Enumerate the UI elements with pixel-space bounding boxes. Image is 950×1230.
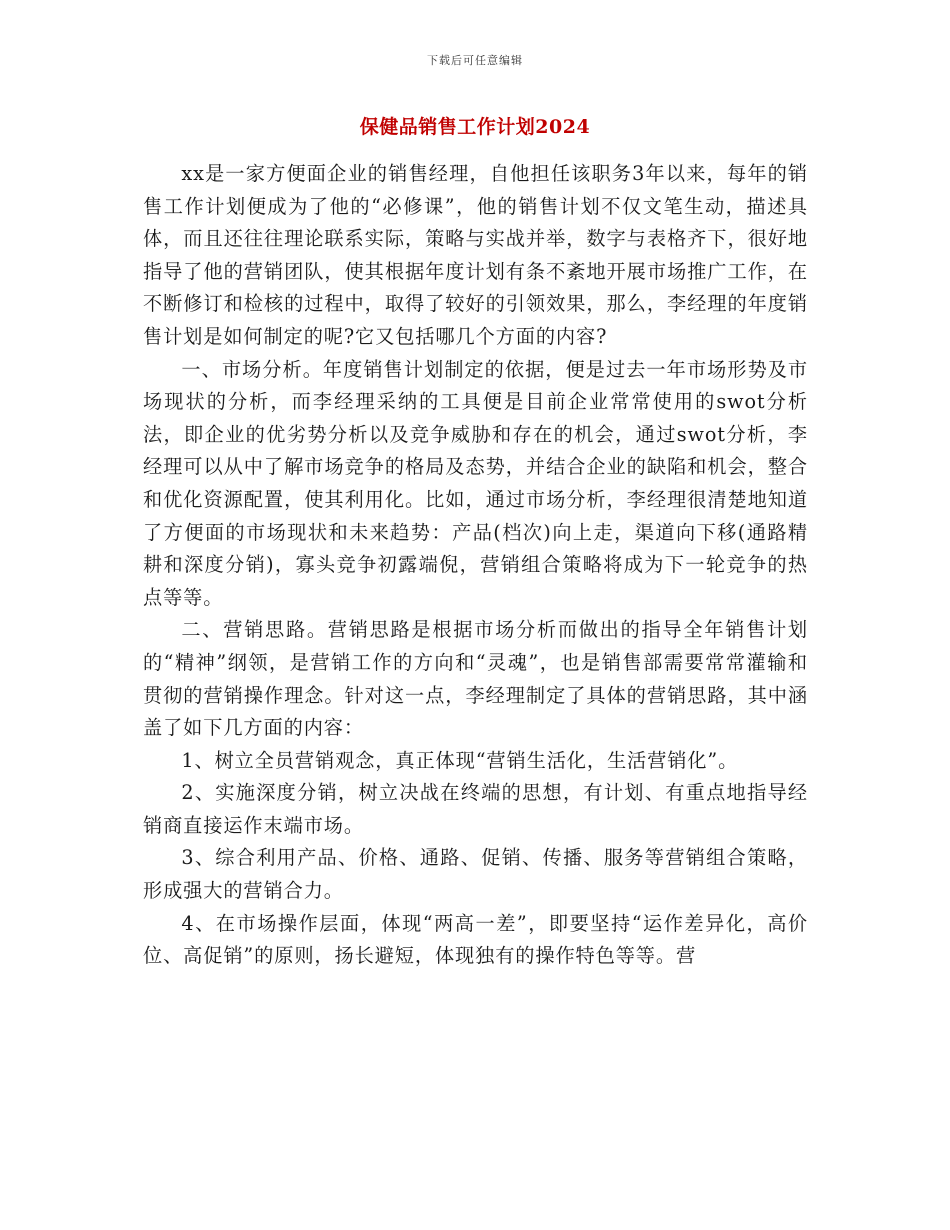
paragraph-point-3: 3、综合利用产品、价格、通路、促销、传播、服务等营销组合策略，形成强大的营销合力。 <box>143 846 808 903</box>
paragraph-point-2: 2、实施深度分销，树立决战在终端的思想，有计划、有重点地指导经销商直接运作末端市场。 <box>143 781 808 837</box>
document-body <box>143 158 808 973</box>
paragraph-point-1: 1、树立全员营销观念，真正体现“营销生活化，生活营销化”。 <box>181 748 739 772</box>
page-header: 下载后可任意编辑 <box>427 54 523 67</box>
paragraph-marketing-ideas: 二、营销思路。营销思路是根据市场分析而做出的指导全年销售计划的“精神”纲领，是营销工作的方向和“灵魂”，也是销售部需要常常灌输和贯彻的营销操作理念。针对这一点，李经理制定了具体的营销思路，其中涵盖了如下几方面的内容： <box>143 618 808 740</box>
paragraph-intro: xx是一家方便面企业的销售经理，自他担任该职务3年以来，每年的销售工作计划便成为了他的“必修课”，他的销售计划不仅文笔生动，描述具体，而且还往往理论联系实际，策略与实战并举，数字与表格齐下，很好地指导了他的营销团队，使其根据年度计划有条不紊地开展市场推广工作，在不断修订和检核的过程中，取得了较好的引领效果，那么，李经理的年度销售计划是如何制定的呢?它又包括哪几个方面的内容? <box>143 162 808 348</box>
paragraph-market-analysis: 一、市场分析。年度销售计划制定的依据，便是过去一年市场形势及市场现状的分析，而李经理采纳的工具便是目前企业常常使用的swot分析法，即企业的优劣势分析以及竞争威胁和存在的机会，通过swot分析，李经理可以从中了解市场竞争的格局及态势，并结合企业的缺陷和机会，整合和优化资源配置，使其利用化。比如，通过市场分析，李经理很清楚地知道了方便面的市场现状和未来趋势：产品(档次)向上走，渠道向下移(通路精耕和深度分销)，寡头竞争初露端倪，营销组合策略将成为下一轮竞争的热点等等。 <box>143 357 808 609</box>
paragraph-point-4: 4、在市场操作层面，体现“两高一差”，即要坚持“运作差异化，高价位、高促销”的原则，扬长避短，体现独有的操作特色等等。营 <box>143 911 808 968</box>
document-title: 保健品销售工作计划2024 <box>359 116 591 138</box>
